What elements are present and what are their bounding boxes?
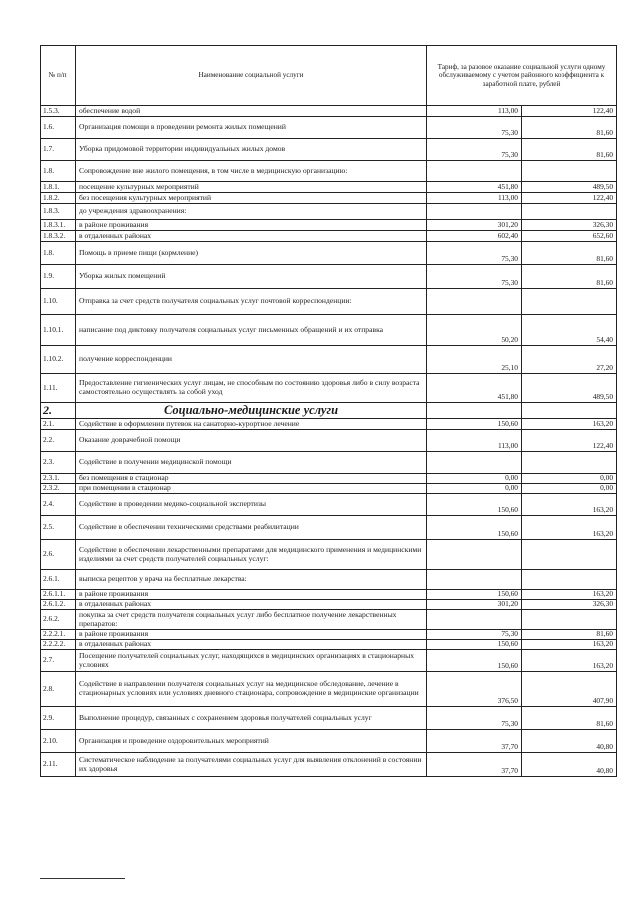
service-name: Организация и проведение оздоровительных мероприятий: [76, 730, 427, 753]
service-name: при помещении в стационар: [76, 484, 427, 494]
tariff-value-1: 602,40: [427, 231, 522, 242]
tariff-value-1: 50,20: [427, 315, 522, 346]
tariff-value-1: 150,60: [427, 494, 522, 516]
service-number: 1.10.1.: [41, 315, 76, 346]
service-number: 2.2.2.2.: [41, 640, 76, 650]
table-row: [41, 650, 617, 672]
tariff-value-2: [522, 289, 617, 315]
tariff-value-2: 326,30: [522, 220, 617, 231]
tariff-value-1: 37,70: [427, 753, 522, 777]
service-name: в отдаленных районах: [76, 231, 427, 242]
tariff-value-1: 150,60: [427, 516, 522, 540]
service-number: 1.7.: [41, 139, 76, 161]
service-number: 1.6.: [41, 117, 76, 139]
table-header-row: [41, 46, 617, 106]
header-service-name: Наименование социальной услуги: [76, 46, 427, 106]
service-number: 2.1.: [41, 419, 76, 430]
table-row: [41, 265, 617, 289]
service-number: 2.11.: [41, 753, 76, 777]
service-name: Социально-медицинские услуги: [76, 403, 427, 419]
table-row: [41, 117, 617, 139]
section-row: [41, 403, 617, 419]
tariff-value-1: 301,20: [427, 220, 522, 231]
service-name: покупка за счет средств получателя социальных услуг либо бесплатное получение лекарственных препаратов:: [76, 610, 427, 630]
service-number: 2.2.: [41, 430, 76, 452]
tariff-value-1: [427, 161, 522, 182]
tariff-value-1: 75,30: [427, 630, 522, 640]
tariff-value-1: 0,00: [427, 484, 522, 494]
table-row: [41, 430, 617, 452]
service-number: 2.6.1.: [41, 570, 76, 590]
service-name: без помещения в стационар: [76, 474, 427, 484]
service-name: Содействие в проведении медико-социальной экспертизы: [76, 494, 427, 516]
tariff-value-2: [522, 610, 617, 630]
service-name: Оказание доврачебной помощи: [76, 430, 427, 452]
service-name: Организация помощи в проведении ремонта жилых помещений: [76, 117, 427, 139]
tariff-value-2: 122,40: [522, 106, 617, 117]
service-number: 2.8.: [41, 672, 76, 707]
tariff-value-2: [522, 452, 617, 474]
tariff-value-1: 150,60: [427, 640, 522, 650]
tariff-value-2: 489,50: [522, 182, 617, 193]
service-name: Посещение получателей социальных услуг, находящихся в медицинских организациях в стационарных условиях: [76, 650, 427, 672]
tariff-value-1: 75,30: [427, 707, 522, 730]
tariff-value-2: [522, 161, 617, 182]
service-name: Содействие в оформлении путевок на санаторно-курортное лечение: [76, 419, 427, 430]
service-number: 2.3.1.: [41, 474, 76, 484]
service-number: 2.10.: [41, 730, 76, 753]
service-name: выписка рецептов у врача на бесплатные лекарства:: [76, 570, 427, 590]
service-number: 2.6.2.: [41, 610, 76, 630]
header-number: № п/п: [41, 46, 76, 106]
table-row: [41, 474, 617, 484]
service-name: в районе проживания: [76, 630, 427, 640]
tariff-value-2: 489,50: [522, 374, 617, 403]
tariff-table: [40, 45, 617, 777]
table-row: [41, 484, 617, 494]
table-row: [41, 640, 617, 650]
table-row: [41, 139, 617, 161]
tariff-value-2: [522, 540, 617, 570]
tariff-value-2: [522, 570, 617, 590]
service-number: 2.7.: [41, 650, 76, 672]
service-name: в районе проживания: [76, 220, 427, 231]
tariff-value-1: 113,00: [427, 430, 522, 452]
table-row: [41, 161, 617, 182]
tariff-value-2: 81,60: [522, 707, 617, 730]
table-row: [41, 242, 617, 265]
footnote-divider: [40, 878, 125, 879]
tariff-value-2: 122,40: [522, 193, 617, 204]
tariff-value-1: [427, 452, 522, 474]
service-number: 2.2.2.1.: [41, 630, 76, 640]
service-number: 2.3.: [41, 452, 76, 474]
header-tariff: Тариф, за разовое оказание социальной услуги одному обслуживаемому с учетом районного коэффициента к заработной плате, рублей: [427, 46, 617, 106]
service-name: получение корреспонденции: [76, 346, 427, 374]
service-name: Сопровождение вне жилого помещения, в том числе в медицинскую организацию:: [76, 161, 427, 182]
tariff-value-2: 163,20: [522, 590, 617, 600]
service-name: посещение культурных мероприятий: [76, 182, 427, 193]
tariff-value-2: 407,90: [522, 672, 617, 707]
tariff-value-2: 0,00: [522, 474, 617, 484]
tariff-value-1: [427, 540, 522, 570]
service-name: до учреждения здравоохранения:: [76, 204, 427, 220]
table-row: [41, 204, 617, 220]
tariff-value-2: 27,20: [522, 346, 617, 374]
table-row: [41, 220, 617, 231]
tariff-value-1: [427, 204, 522, 220]
service-number: 1.8.: [41, 161, 76, 182]
tariff-value-2: 81,60: [522, 117, 617, 139]
tariff-value-2: 54,40: [522, 315, 617, 346]
tariff-value-1: 451,80: [427, 182, 522, 193]
service-name: Предоставление гигиенических услуг лицам, не способным по состоянию здоровья либо в силу возраста самостоятельно осуществлять за собой уход: [76, 374, 427, 403]
service-number: 1.10.: [41, 289, 76, 315]
tariff-value-2: 652,60: [522, 231, 617, 242]
tariff-value-2: 163,20: [522, 494, 617, 516]
service-name: в отдаленных районах: [76, 640, 427, 650]
service-number: 1.8.3.2.: [41, 231, 76, 242]
service-number: 1.9.: [41, 265, 76, 289]
service-number: 2.4.: [41, 494, 76, 516]
service-number: 2.: [41, 403, 76, 419]
tariff-value-2: 163,20: [522, 516, 617, 540]
tariff-value-1: 113,00: [427, 106, 522, 117]
table-row: [41, 707, 617, 730]
service-name: написание под диктовку получателя социальных услуг письменных обращений и их отправка: [76, 315, 427, 346]
service-number: 1.8.3.: [41, 204, 76, 220]
tariff-value-2: 122,40: [522, 430, 617, 452]
table-row: [41, 193, 617, 204]
tariff-value-1: 150,60: [427, 590, 522, 600]
tariff-value-1: 113,00: [427, 193, 522, 204]
tariff-value-2: 81,60: [522, 139, 617, 161]
table-row: [41, 600, 617, 610]
tariff-document: [40, 45, 616, 777]
tariff-value-1: [427, 403, 522, 419]
service-name: Содействие в обеспечении лекарственными препаратами для медицинского применения и медицинскими изделиями за счет средств получателей социальных услуг:: [76, 540, 427, 570]
service-number: 2.6.: [41, 540, 76, 570]
service-number: 2.3.2.: [41, 484, 76, 494]
tariff-value-2: 0,00: [522, 484, 617, 494]
table-row: [41, 590, 617, 600]
service-number: 1.8.3.1.: [41, 220, 76, 231]
tariff-value-2: 163,20: [522, 650, 617, 672]
tariff-value-2: 163,20: [522, 640, 617, 650]
service-number: 2.9.: [41, 707, 76, 730]
tariff-value-2: [522, 403, 617, 419]
table-row: [41, 730, 617, 753]
tariff-value-1: [427, 610, 522, 630]
service-name: Содействие в получении медицинской помощи: [76, 452, 427, 474]
table-row: [41, 452, 617, 474]
service-number: 1.10.2.: [41, 346, 76, 374]
service-name: Содействие в направлении получателя социальных услуг на медицинское обследование, лечение в стационарных условиях или условиях дневного стационара, сопровождение в медицинские организации: [76, 672, 427, 707]
tariff-value-1: 75,30: [427, 117, 522, 139]
table-row: [41, 610, 617, 630]
tariff-value-1: [427, 570, 522, 590]
service-name: Систематическое наблюдение за получателями социальных услуг для выявления отклонений в состоянии их здоровья: [76, 753, 427, 777]
tariff-value-1: 75,30: [427, 139, 522, 161]
tariff-value-2: 40,80: [522, 730, 617, 753]
table-row: [41, 672, 617, 707]
tariff-value-1: 25,10: [427, 346, 522, 374]
table-row: [41, 182, 617, 193]
service-number: 2.5.: [41, 516, 76, 540]
service-name: в районе проживания: [76, 590, 427, 600]
service-number: 1.11.: [41, 374, 76, 403]
table-row: [41, 516, 617, 540]
service-name: Выполнение процедур, связанных с сохранением здоровья получателей социальных услуг: [76, 707, 427, 730]
tariff-value-2: [522, 204, 617, 220]
service-name: Отправка за счет средств получателя социальных услуг почтовой корреспонденции:: [76, 289, 427, 315]
service-number: 2.6.1.2.: [41, 600, 76, 610]
tariff-value-1: 0,00: [427, 474, 522, 484]
tariff-value-2: 163,20: [522, 419, 617, 430]
service-number: 2.6.1.1.: [41, 590, 76, 600]
table-row: [41, 315, 617, 346]
table-row: [41, 374, 617, 403]
table-row: [41, 494, 617, 516]
tariff-value-2: 40,80: [522, 753, 617, 777]
service-number: 1.8.: [41, 242, 76, 265]
service-name: в отдаленных районах: [76, 600, 427, 610]
table-row: [41, 570, 617, 590]
tariff-value-2: 81,60: [522, 242, 617, 265]
tariff-value-1: 150,60: [427, 650, 522, 672]
table-row: [41, 106, 617, 117]
service-name: Уборка придомовой территории индивидуальных жилых домов: [76, 139, 427, 161]
tariff-value-1: 376,50: [427, 672, 522, 707]
tariff-value-1: 150,60: [427, 419, 522, 430]
tariff-value-2: 81,60: [522, 630, 617, 640]
tariff-value-1: 451,80: [427, 374, 522, 403]
service-name: обеспечение водой: [76, 106, 427, 117]
tariff-value-1: 75,30: [427, 242, 522, 265]
tariff-value-2: 81,60: [522, 265, 617, 289]
table-row: [41, 753, 617, 777]
tariff-value-1: 75,30: [427, 265, 522, 289]
service-name: Помощь в приеме пищи (кормление): [76, 242, 427, 265]
service-number: 1.5.3.: [41, 106, 76, 117]
tariff-value-1: [427, 289, 522, 315]
service-name: без посещения культурных мероприятий: [76, 193, 427, 204]
tariff-value-1: 37,70: [427, 730, 522, 753]
tariff-value-1: 301,20: [427, 600, 522, 610]
service-number: 1.8.1.: [41, 182, 76, 193]
service-name: Уборка жилых помещений: [76, 265, 427, 289]
table-row: [41, 231, 617, 242]
service-name: Содействие в обеспечении техническими средствами реабилитации: [76, 516, 427, 540]
table-row: [41, 289, 617, 315]
table-row: [41, 419, 617, 430]
table-row: [41, 540, 617, 570]
table-row: [41, 630, 617, 640]
tariff-value-2: 326,30: [522, 600, 617, 610]
table-row: [41, 346, 617, 374]
service-number: 1.8.2.: [41, 193, 76, 204]
